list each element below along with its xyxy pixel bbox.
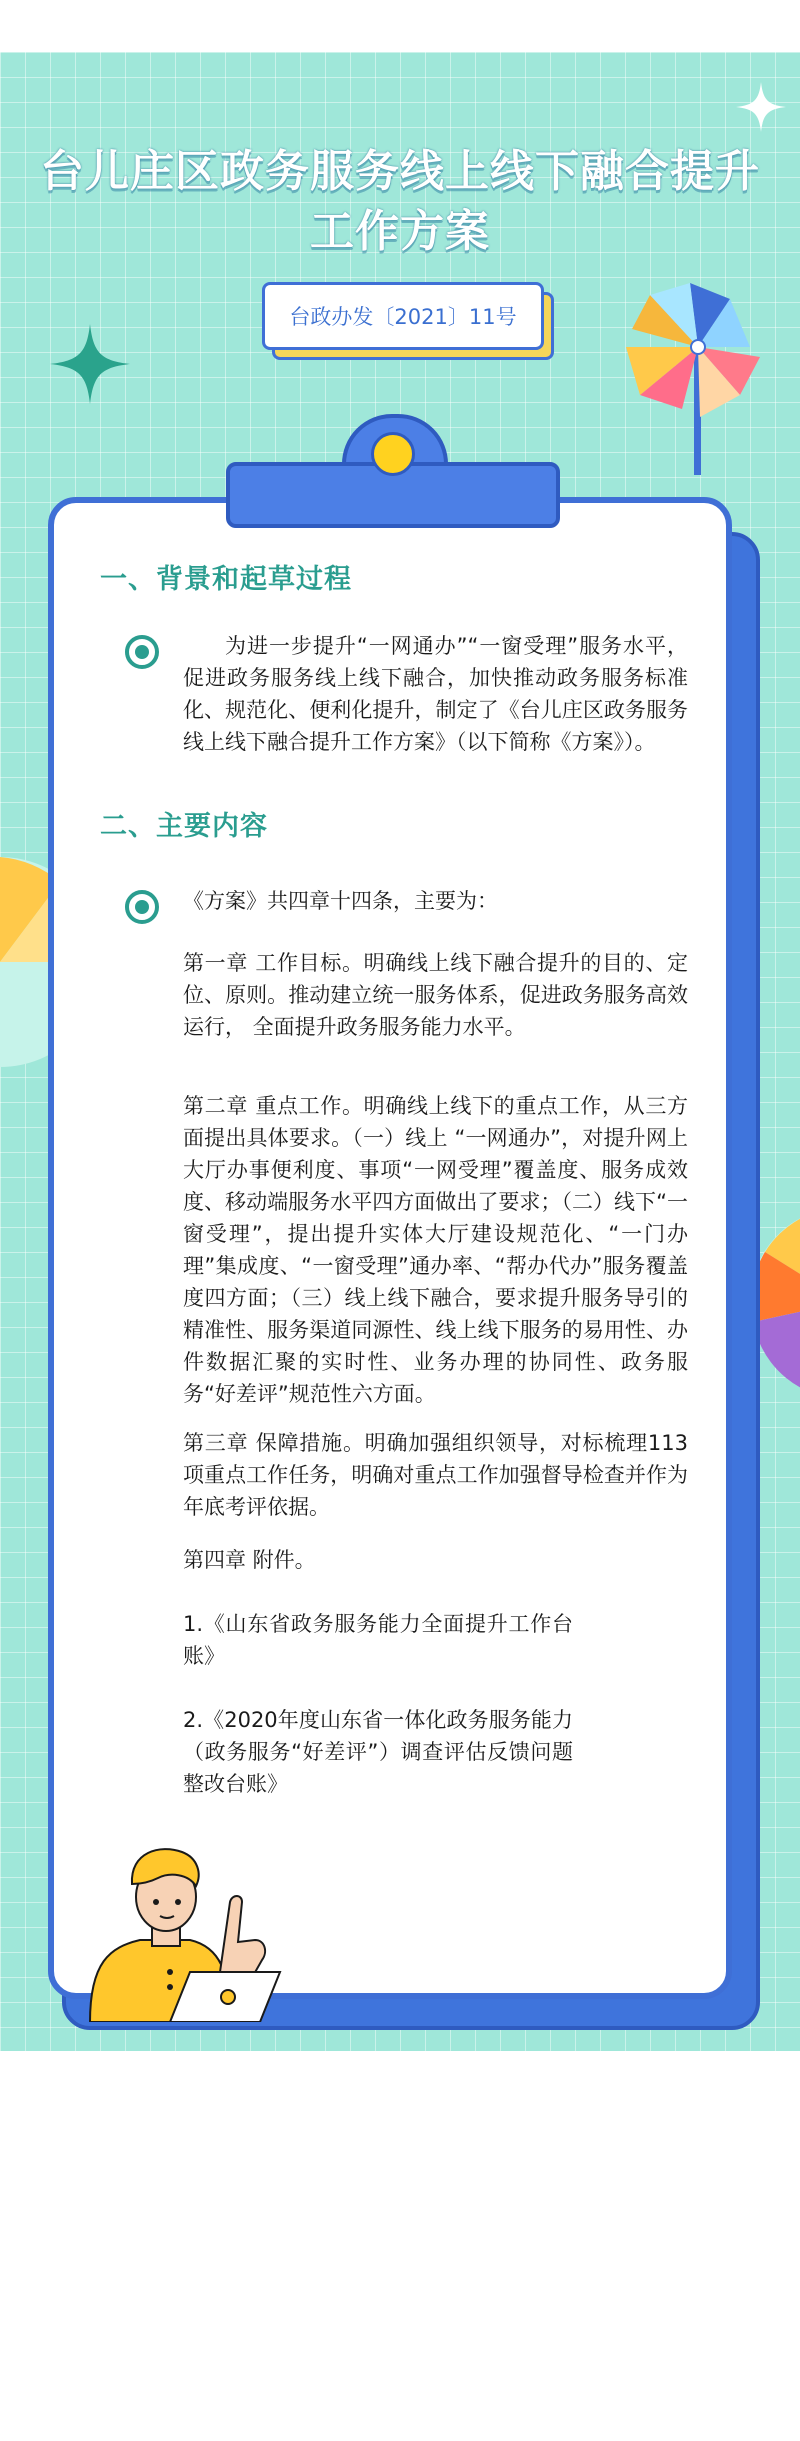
background-paragraph: 为进一步提升“一网通办”“一窗受理”服务水平，促进政务服务线上线下融合，加快推动政务服务标准化、规范化、便利化提升，制定了《台儿庄区政务服务线上线下融合提升工作方案》（以下简称《方案》）。 xyxy=(183,634,688,754)
clipboard-clip-dot xyxy=(371,432,415,476)
person-pointing-icon xyxy=(70,1822,290,2022)
bullet-target-icon xyxy=(125,890,159,924)
chapter-2-paragraph: 第二章 重点工作。明确线上线下的重点工作，从三方面提出具体要求。（一）线上 “一网通办”，对提升网上大厅办事便利度、事项“一网受理”覆盖度、服务成效度、移动端服务水平四方面做出了要求；（二）线下“一窗受理”，提出提升实体大厅建设规范化、“一门办理”集成度、“一窗受理”通办率、“帮办代办”服务覆盖度四方面；（三）线上线下融合，要求提升服务导引的精准性、服务渠道同源性、线上线下服务的易用性、办件数据汇聚的实时性、业务办理的协同性、政务服务“好差评”规范性六方面。 xyxy=(183,1094,688,1406)
section-heading-background: 一、背景和起草过程 xyxy=(100,564,352,595)
poster-background xyxy=(0,52,800,2051)
sparkle-star-icon xyxy=(50,324,130,404)
chapter-3-paragraph: 第三章 保障措施。明确加强组织领导，对标梳理113项重点工作任务，明确对重点工作加强督导检查并作为年底考评依据。 xyxy=(183,1431,688,1519)
pinwheel-icon xyxy=(620,277,780,477)
attachment-1: 1.《山东省政务服务能力全面提升工作台账》 xyxy=(183,1612,573,1668)
attachment-2: 2.《2020年度山东省一体化政务服务能力（政务服务“好差评”）调查评估反馈问题整改台账》 xyxy=(183,1708,573,1796)
page-title: 台儿庄区政务服务线上线下融合提升工作方案 xyxy=(40,146,760,257)
content-intro: 《方案》共四章十四条，主要为： xyxy=(183,889,498,913)
doc-number-text: 台政办发〔2021〕11号 xyxy=(289,305,517,329)
chapter-4-paragraph: 第四章 附件。 xyxy=(183,1548,316,1572)
bullet-target-icon xyxy=(125,635,159,669)
doc-number-badge xyxy=(262,282,544,350)
section-heading-content: 二、主要内容 xyxy=(100,811,268,842)
chapter-1-paragraph: 第一章 工作目标。明确线上线下融合提升的目的、定位、原则。推动建立统一服务体系，促进政务服务高效运行， 全面提升政务服务能力水平。 xyxy=(183,951,688,1039)
sparkle-star-icon xyxy=(736,82,786,132)
